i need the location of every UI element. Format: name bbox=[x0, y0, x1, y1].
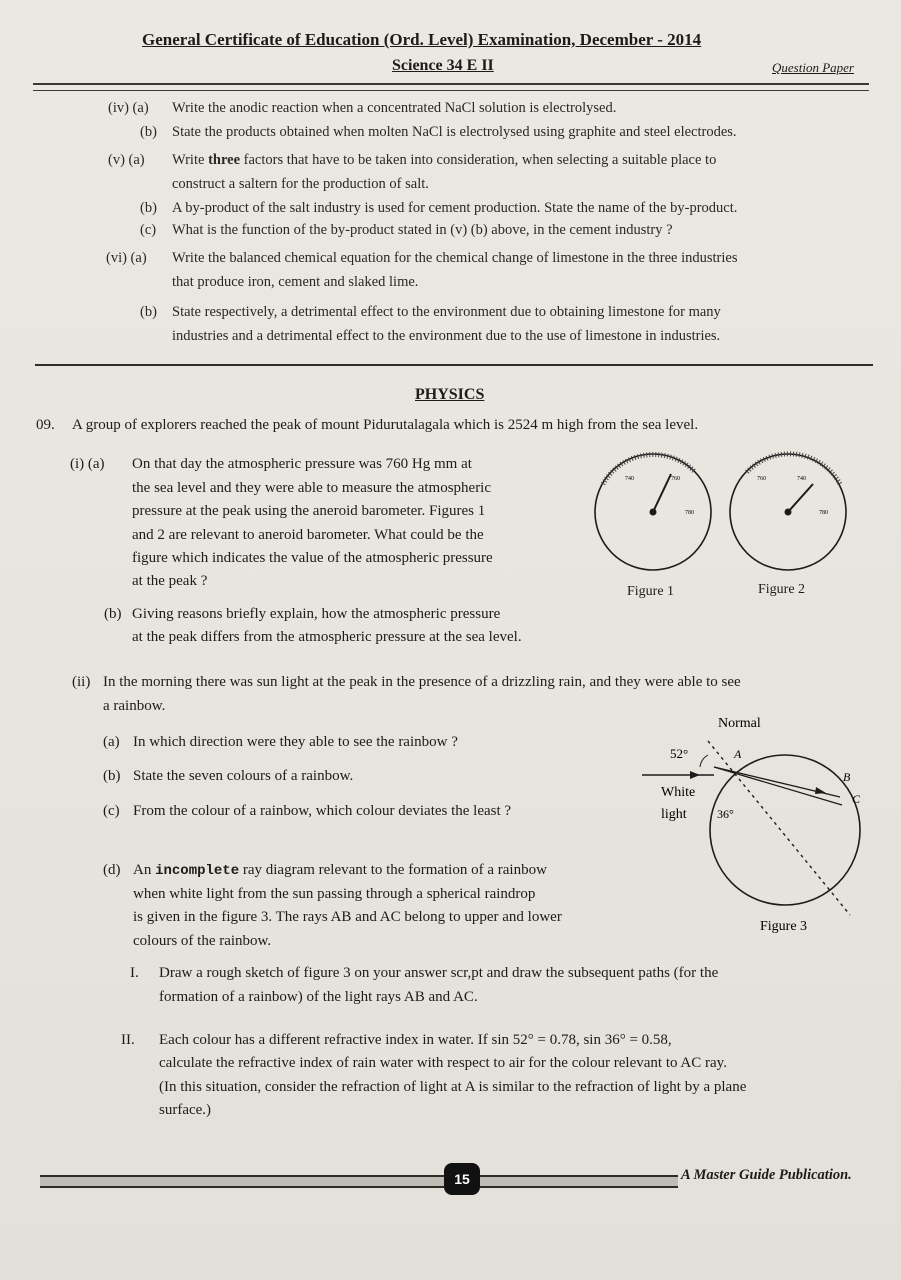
q-v-a-label: (v) (a) bbox=[108, 152, 145, 168]
q-v-a-line2: construct a saltern for the production of salt. bbox=[172, 176, 429, 192]
q-d-II-label: II. bbox=[121, 1032, 135, 1048]
barometer-figure-2 bbox=[730, 454, 846, 570]
q-v-b-label: (b) bbox=[140, 200, 157, 216]
white-label: White bbox=[661, 785, 696, 800]
q-vi-b-line1: State respectively, a detrimental effect to the environment due to obtaining limestone for many bbox=[172, 304, 721, 320]
raindrop-circle bbox=[710, 755, 860, 905]
q-i-a-label: (i) (a) bbox=[70, 456, 105, 472]
q-vi-a-line1: Write the balanced chemical equation for the chemical change of limestone in the three industries bbox=[172, 250, 738, 266]
page-number: 15 bbox=[444, 1163, 480, 1195]
q-ii-d-line4: colours of the rainbow. bbox=[133, 933, 272, 949]
q-i-b-label: (b) bbox=[104, 606, 122, 622]
q-ii-c-label: (c) bbox=[103, 803, 120, 819]
gauge2-pointer bbox=[788, 484, 813, 512]
q-i-a-line3: pressure at the peak using the aneroid barometer. Figures 1 bbox=[132, 503, 486, 519]
q-ii-b: State the seven colours of a rainbow. bbox=[133, 768, 354, 784]
light-label: light bbox=[661, 807, 687, 822]
q-d-II-line3: (In this situation, consider the refraction of light at A is similar to the refraction of light by a plane bbox=[159, 1079, 747, 1095]
q-vi-b-label: (b) bbox=[140, 304, 157, 320]
barometer-figures bbox=[585, 450, 860, 575]
gauge2-mark-780: 780 bbox=[819, 510, 828, 516]
q-vi-a-line2: that produce iron, cement and slaked lime. bbox=[172, 274, 419, 290]
q-ii-d-label: (d) bbox=[103, 862, 121, 878]
point-a-label: A bbox=[734, 747, 742, 761]
q-i-a-line5: figure which indicates the value of the atmospheric pressure bbox=[132, 550, 493, 566]
q-vi-b-line2: industries and a detrimental effect to the environment due to the use of limestone in industries. bbox=[172, 328, 721, 344]
q-iv-b-label: (b) bbox=[140, 124, 157, 140]
q-vi-a-label: (vi) (a) bbox=[106, 250, 147, 266]
q-v-c: What is the function of the by-product stated in (v) (b) above, in the cement industry ? bbox=[172, 222, 673, 238]
ray-AC bbox=[714, 767, 842, 805]
figure-3-label: Figure 3 bbox=[760, 919, 808, 934]
q09-number: 09. bbox=[36, 417, 55, 433]
q-ii-line2: a rainbow. bbox=[103, 698, 166, 714]
q-ii-d-line3: is given in the figure 3. The rays AB and AC belong to upper and lower bbox=[133, 909, 562, 925]
emphasis-three: three bbox=[208, 152, 241, 168]
q-ii-d-line2: when white light from the sun passing through a spherical raindrop bbox=[133, 886, 536, 902]
exam-title: General Certificate of Education (Ord. Level) Examination, December - 2014 bbox=[142, 30, 702, 49]
figure-2-label: Figure 2 bbox=[758, 582, 806, 597]
q-iv-b: State the products obtained when molten NaCl is electrolysed using graphite and steel electrodes. bbox=[172, 124, 737, 140]
q-ii-a: In which direction were they able to see the rainbow ? bbox=[133, 734, 458, 750]
q-i-a-line1: On that day the atmospheric pressure was 760 Hg mm at bbox=[132, 456, 472, 472]
doc-type-label: Question Paper bbox=[772, 60, 854, 75]
q-d-II-line1: Each colour has a different refractive index in water. If sin 52° = 0.78, sin 36° = 0.58, bbox=[159, 1032, 672, 1048]
raindrop-ray-diagram bbox=[630, 705, 880, 945]
figure-1-label: Figure 1 bbox=[627, 584, 675, 599]
q-i-b-line2: at the peak differs from the atmospheric pressure at the sea level. bbox=[132, 629, 522, 645]
q09-intro: A group of explorers reached the peak of mount Pidurutalagala which is 2524 m high from the sea level. bbox=[72, 417, 699, 433]
q-iv-a-label: (iv) (a) bbox=[108, 100, 149, 116]
gauge1-mark-760: 760 bbox=[671, 476, 680, 482]
gauge2-mark-760: 760 bbox=[757, 476, 766, 482]
q-d-I-line1: Draw a rough sketch of figure 3 on your answer scr,pt and draw the subsequent paths (for the bbox=[159, 965, 719, 981]
q-ii-d-line1: An incomplete ray diagram relevant to the formation of a rainbow bbox=[133, 862, 547, 879]
normal-line bbox=[708, 741, 850, 915]
section-divider bbox=[35, 364, 873, 366]
point-b-label: B bbox=[843, 770, 851, 784]
gauge1-mark-780: 780 bbox=[685, 510, 694, 516]
q-v-b: A by-product of the salt industry is used for cement production. State the name of the by-product. bbox=[172, 200, 738, 216]
q-ii-a-label: (a) bbox=[103, 734, 120, 750]
q-ii-b-label: (b) bbox=[103, 768, 121, 784]
physics-heading: PHYSICS bbox=[415, 386, 485, 403]
footer-bar-left bbox=[40, 1175, 444, 1188]
q-d-I-label: I. bbox=[130, 965, 139, 981]
q-i-a-line6: at the peak ? bbox=[132, 573, 208, 589]
q-d-I-line2: formation of a rainbow) of the light rays AB and AC. bbox=[159, 989, 478, 1005]
q-v-c-label: (c) bbox=[140, 222, 157, 238]
normal-label: Normal bbox=[718, 716, 761, 731]
q-ii-label: (ii) bbox=[72, 674, 91, 690]
q-iv-a: Write the anodic reaction when a concentrated NaCl solution is electrolysed. bbox=[172, 100, 617, 116]
angle-52-label: 52° bbox=[670, 746, 689, 761]
q-i-b-line1: Giving reasons briefly explain, how the atmospheric pressure bbox=[132, 606, 501, 622]
publisher-name: A Master Guide Publication. bbox=[681, 1167, 852, 1183]
point-c-label: C bbox=[852, 792, 861, 806]
q-ii-line1: In the morning there was sun light at the peak in the presence of a drizzling rain, and they were able to see bbox=[103, 674, 741, 690]
gauge1-mark-740: 740 bbox=[625, 476, 634, 482]
q-i-a-line4: and 2 are relevant to aneroid barometer. What could be the bbox=[132, 527, 484, 543]
footer-bar-right bbox=[480, 1175, 678, 1188]
q-v-a: Write three factors that have to be taken into consideration, when selecting a suitable place to bbox=[172, 152, 717, 168]
header-rule bbox=[33, 83, 869, 91]
barometer-figure-1 bbox=[595, 454, 711, 570]
q-ii-c: From the colour of a rainbow, which colour deviates the least ? bbox=[133, 803, 512, 819]
gauge1-pointer bbox=[653, 474, 671, 512]
q-d-II-line2: calculate the refractive index of rain water with respect to air for the colour relevant to AC ray. bbox=[159, 1055, 727, 1071]
q-d-II-line4: surface.) bbox=[159, 1102, 212, 1118]
gauge2-mark-740: 740 bbox=[797, 476, 806, 482]
emphasis-incomplete: incomplete bbox=[155, 863, 240, 879]
subject-code: Science 34 E II bbox=[392, 57, 494, 74]
q-i-a-line2: the sea level and they were able to measure the atmospheric bbox=[132, 480, 492, 496]
angle-36-label: 36° bbox=[717, 807, 734, 821]
